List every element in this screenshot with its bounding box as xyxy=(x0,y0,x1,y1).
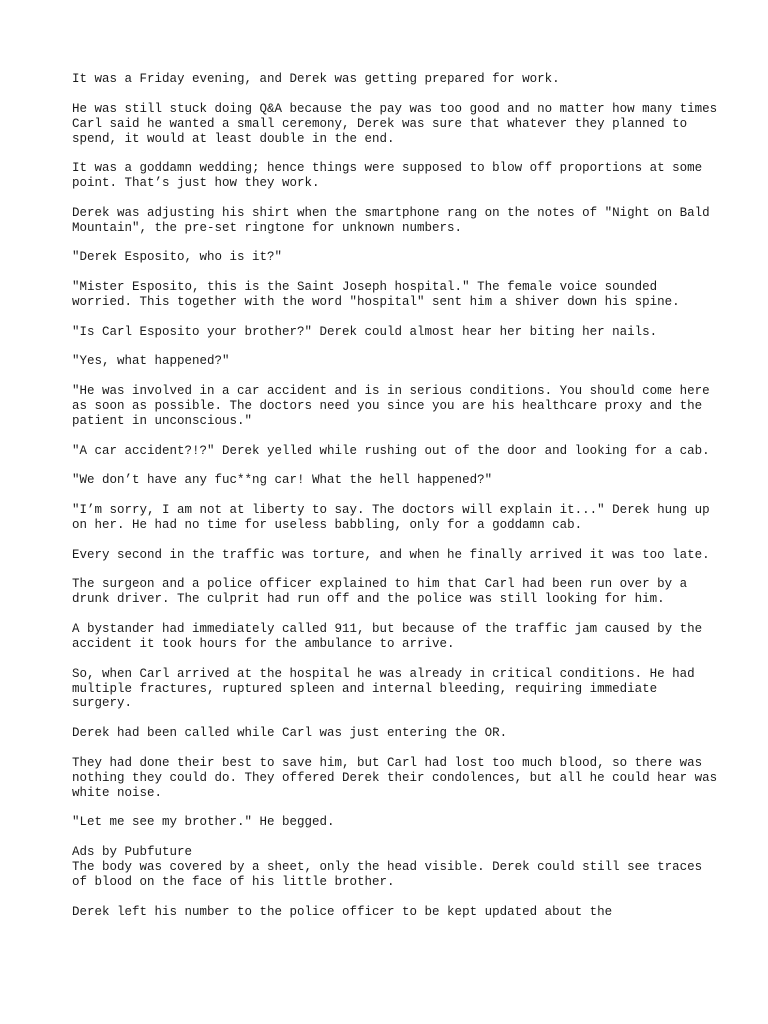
paragraph: "Mister Esposito, this is the Saint Joseph hospital." The female voice sounded worried. This together with the word "hospital" sent him a shiver down his spine. xyxy=(72,280,680,310)
paragraph: Derek was adjusting his shirt when the smartphone rang on the notes of "Night on Bald Mountain", the pre-set ringtone for unknown numbers. xyxy=(72,205,710,235)
paragraph: They had done their best to save him, but Carl had lost too much blood, so there was nothing they could do. They offered Derek their condolences, but all he could hear was white noise. xyxy=(72,755,718,800)
paragraph: It was a goddamn wedding; hence things were supposed to blow off proportions at some point. That’s just how they work. xyxy=(72,161,703,191)
paragraph: "He was involved in a car accident and is in serious conditions. You should come here as soon as possible. The doctors need you since you are his healthcare proxy and the patient in unconscious." xyxy=(72,384,710,428)
paragraph: "Yes, what happened?" xyxy=(72,354,230,369)
story-text xyxy=(72,72,722,934)
paragraph: "A car accident?!?" Derek yelled while rushing out of the door and looking for a cab. xyxy=(72,443,710,458)
paragraph: Every second in the traffic was torture, and when he finally arrived it was too late. xyxy=(72,547,710,562)
paragraph: He was still stuck doing Q&A because the pay was too good and no matter how many times Carl said he wanted a small ceremony, Derek was sure that whatever they planned to spend, it would at least double in the end. xyxy=(72,101,718,146)
paragraph: The surgeon and a police officer explained to him that Carl had been run over by a drunk driver. The culprit had run off and the police was still looking for him. xyxy=(72,577,688,607)
ads-label[interactable]: Ads by Pubfuture xyxy=(72,845,193,860)
paragraph: So, when Carl arrived at the hospital he was already in critical conditions. He had multiple fractures, ruptured spleen and internal bleeding, requiring immediate surgery. xyxy=(72,666,695,711)
paragraph: Derek had been called while Carl was just entering the OR. xyxy=(72,726,508,741)
paragraph: "I’m sorry, I am not at liberty to say. The doctors will explain it..." Derek hung up on her. He had no time for useless babbling, only for a goddamn cab. xyxy=(72,503,710,532)
paragraph: The body was covered by a sheet, only the head visible. Derek could still see traces of blood on the face of his little brother. xyxy=(72,859,703,889)
paragraph: "Derek Esposito, who is it?" xyxy=(72,250,283,265)
paragraph: A bystander had immediately called 911, but because of the traffic jam caused by the accident it took hours for the ambulance to arrive. xyxy=(72,622,703,651)
paragraph: Derek left his number to the police officer to be kept updated about the xyxy=(72,904,613,919)
paragraph: It was a Friday evening, and Derek was getting prepared for work. xyxy=(72,72,560,86)
paragraph: "Let me see my brother." He begged. xyxy=(72,815,335,830)
paragraph: "Is Carl Esposito your brother?" Derek could almost hear her biting her nails. xyxy=(72,324,658,339)
paragraph: "We don’t have any fuc**ng car! What the hell happened?" xyxy=(72,473,493,488)
